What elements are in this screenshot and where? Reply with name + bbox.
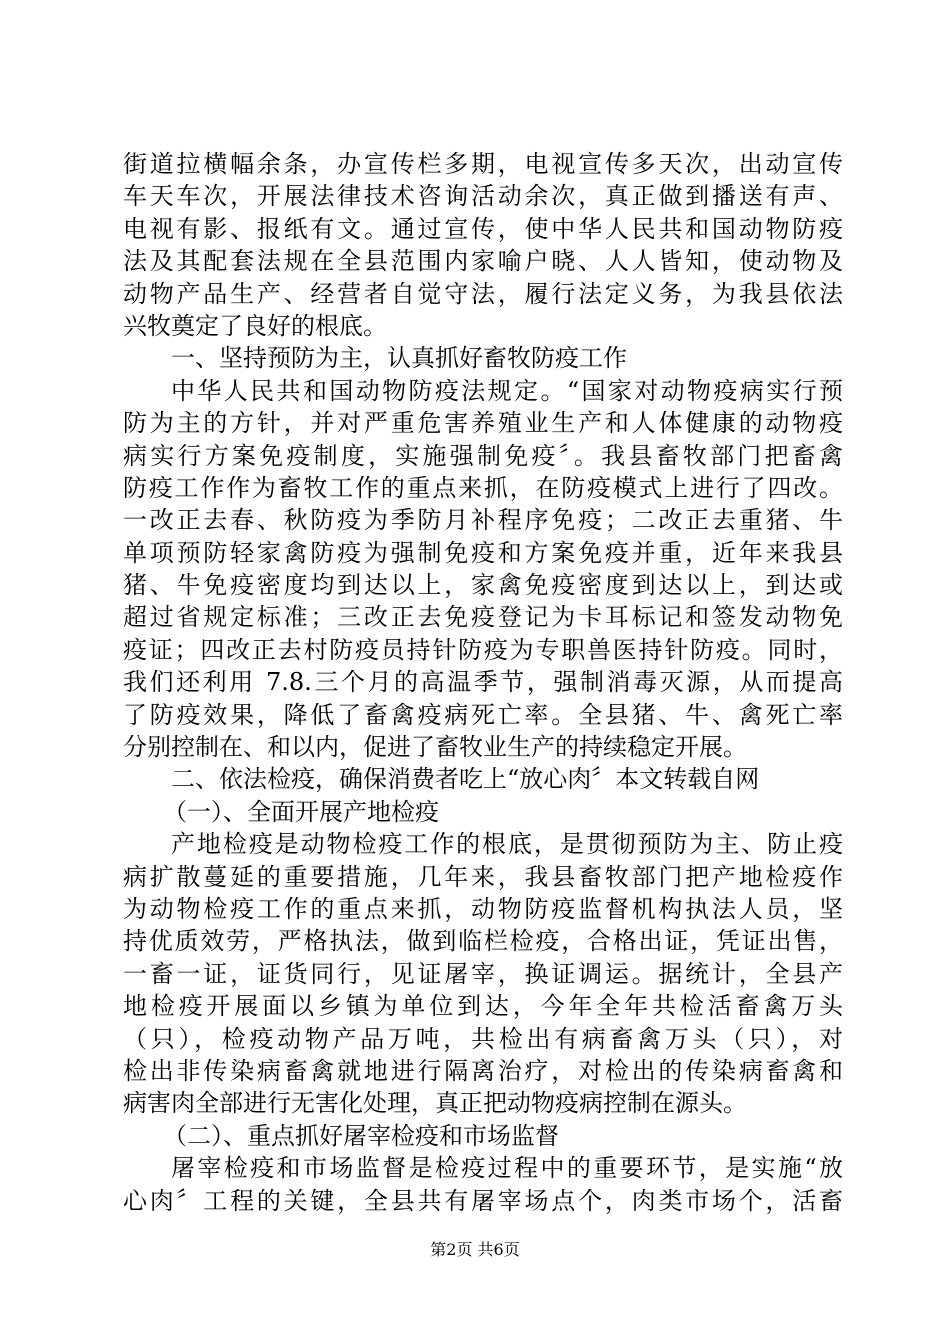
body-line: 动物产品生产、经营者自觉守法，履行法定义务，为我县依法 — [123, 279, 843, 308]
body-line: 持优质效劳，严格执法，做到临栏检疫，合格出证，凭证出售， — [123, 927, 843, 956]
page-number-footer: 第2页 共6页 — [430, 1240, 520, 1259]
body-line: 一改正去春、秋防疫为季防月补程序免疫；二改正去重猪、牛 — [123, 506, 843, 535]
body-line: 为动物检疫工作的重点来抓，动物防疫监督机构执法人员，坚 — [123, 894, 843, 923]
body-line: 我们还利用 7.8.三个月的高温季节，强制消毒灭源，从而提高 — [123, 668, 843, 697]
body-line: 病实行方案免疫制度，实施强制免疫〞。我县畜牧部门把畜禽 — [123, 441, 843, 470]
body-line: 电视有影、报纸有文。通过宣传，使中华人民共和国动物防疫 — [123, 214, 843, 243]
section-heading: 一、坚持预防为主，认真抓好畜牧防疫工作 — [171, 344, 627, 373]
body-line: 车天车次，开展法律技术咨询活动余次，真正做到播送有声、 — [123, 182, 843, 211]
body-line: 法及其配套法规在全县范围内家喻户晓、人人皆知，使动物及 — [123, 247, 843, 276]
body-line: 猪、牛免疫密度均到达以上，家禽免疫密度到达以上，到达或 — [123, 571, 843, 600]
body-line: 产地检疫是动物检疫工作的根底，是贯彻预防为主、防止疫 — [171, 830, 843, 859]
subsection-heading: （一）、全面开展产地检疫 — [163, 797, 439, 826]
document-body — [123, 148, 843, 1217]
subsection-heading: （二）、重点抓好屠宰检疫和市场监督 — [163, 1121, 559, 1150]
body-line: 单项预防轻家禽防疫为强制免疫和方案免疫并重，近年来我县 — [123, 538, 843, 567]
body-line: 防疫工作作为畜牧工作的重点来抓，在防疫模式上进行了四改。 — [123, 473, 843, 502]
body-line: 防为主的方针，并对严重危害养殖业生产和人体健康的动物疫 — [123, 409, 843, 438]
body-line: 屠宰检疫和市场监督是检疫过程中的重要环节，是实施“放 — [171, 1154, 843, 1183]
body-line: 心肉〞工程的关键，全县共有屠宰场点个，肉类市场个，活畜 — [123, 1186, 843, 1215]
body-line: 兴牧奠定了良好的根底。 — [123, 311, 387, 340]
body-line: 病扩散蔓延的重要措施，几年来，我县畜牧部门把产地检疫作 — [123, 862, 843, 891]
body-line: 病害肉全部进行无害化处理，真正把动物疫病控制在源头。 — [123, 1089, 747, 1118]
body-line: 检出非传染病畜禽就地进行隔离治疗，对检出的传染病畜禽和 — [123, 1056, 843, 1085]
section-heading: 二、依法检疫，确保消费者吃上“放心肉〞本文转载自网 — [171, 765, 760, 794]
body-line: 中华人民共和国动物防疫法规定。“国家对动物疫病实行预 — [171, 376, 843, 405]
body-line: 地检疫开展面以乡镇为单位到达，今年全年共检活畜禽万头 — [123, 992, 843, 1021]
body-line: （只），检疫动物产品万吨，共检出有病畜禽万头（只），对 — [123, 1024, 843, 1053]
body-line: 街道拉横幅余条，办宣传栏多期，电视宣传多天次，出动宣传 — [123, 150, 843, 178]
body-line: 了防疫效果，降低了畜禽疫病死亡率。全县猪、牛、禽死亡率 — [123, 700, 843, 729]
body-line: 疫证；四改正去村防疫员持针防疫为专职兽医持针防疫。同时， — [123, 635, 843, 664]
body-line: 一畜一证，证货同行，见证屠宰，换证调运。据统计，全县产 — [123, 959, 843, 988]
body-line: 分别控制在、和以内，促进了畜牧业生产的持续稳定开展。 — [123, 733, 747, 762]
body-line: 超过省规定标准；三改正去免疫登记为卡耳标记和签发动物免 — [123, 603, 843, 632]
